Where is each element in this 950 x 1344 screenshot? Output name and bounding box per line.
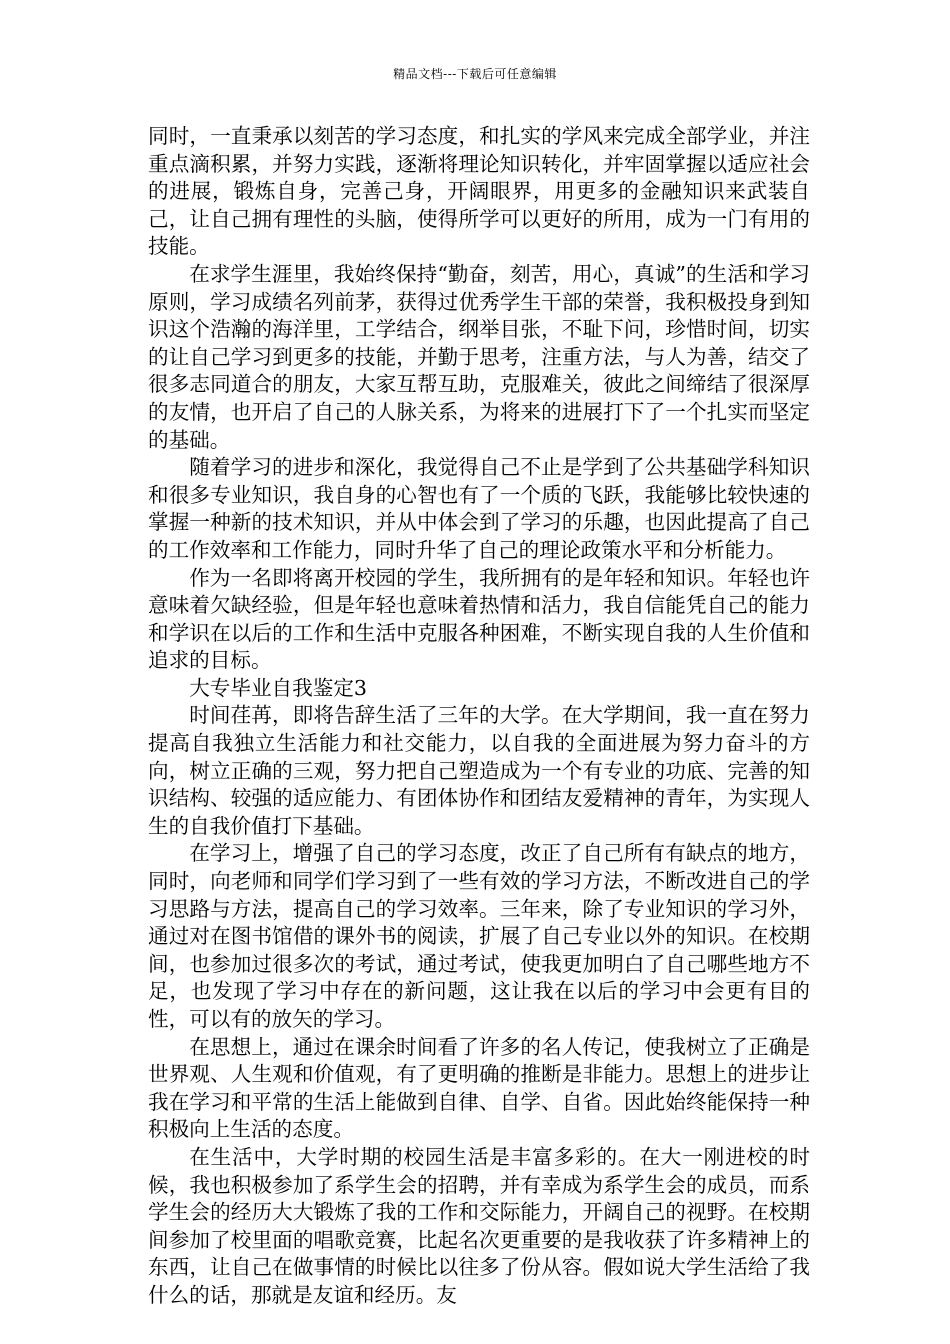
section-heading: 大专毕业自我鉴定3 — [189, 675, 368, 700]
paragraph-study-career: 在求学生涯里，我始终保持“勤奋，刻苦，用心，真诚”的生活和学习原则，学习成绩名列前茅，获得过优秀学生干部的荣誉，我积极投身到知识这个浩瀚的海洋里，工学结合，纲举目张，不耻下问，珍惜时间，切实的让自己学习到更多的技能，并勤于思考，注重方法，与人为善，结交了很多志同道合的朋友，大家互帮互助，克服难关，彼此之间缔结了很深厚的友情，也开启了自己的人脉关系，为将来的进展打下了一个扎实而坚定的基础。 — [148, 261, 810, 452]
paragraph-learning-progress: 随着学习的进步和深化，我觉得自己不止是学到了公共基础学科知识和很多专业知识，我自身的心智也有了一个质的飞跃，我能够比较快速的掌握一种新的技术知识，并从中体会到了学习的乐趣，也因此提高了自己的工作效率和工作能力，同时升华了自己的理论政策水平和分析能力。 — [148, 455, 810, 562]
paragraph-life: 在生活中，大学时期的校园生活是丰富多彩的。在大一刚进校的时候，我也积极参加了系学生会的招聘，并有幸成为系学生会的成员，而系学生会的经历大大锻炼了我的工作和交际能力，开阔自己的视野。在校期间参加了校里面的唱歌竞赛，比起名次更重要的是我收获了许多精神上的东西，让自己在做事情的时候比以往多了份从容。假如说大学生活给了我什么的话，那就是友谊和经历。友 — [148, 1144, 810, 1307]
document-body — [148, 123, 810, 1310]
paragraph-graduating-student: 作为一名即将离开校园的学生，我所拥有的是年轻和知识。年轻也许意味着欠缺经验，但是年轻也意味着热情和活力，我自信能凭自己的能力和学识在以后的工作和生活中克服各种困难，不断实现自我的人生价值和追求的目标。 — [148, 565, 810, 673]
paragraph-thought: 在思想上，通过在课余时间看了许多的名人传记，使我树立了正确是世界观、人生观和价值观，有了更明确的推断是非能力。思想上的进步让我在学习和平常的生活上能做到自律、自学、自省。因此始终能保持一种积极向上生活的态度。 — [148, 1034, 810, 1142]
paragraph-study: 在学习上，增强了自己的学习态度，改正了自己所有有缺点的地方，同时，向老师和同学们学习到了一些有效的学习方法，不断改进自己的学习思路与方法，提高自己的学习效率。三年来，除了专业知识的学习外，通过对在图书馆借的课外书的阅读，扩展了自己专业以外的知识。在校期间，也参加过很多次的考试，通过考试，使我更加明白了自己哪些地方不足，也发现了学习中存在的新问题，这让我在以后的学习中会更有目的性，可以有的放矢的学习。 — [148, 841, 810, 1031]
paragraph-time-flies: 时间荏苒，即将告辞生活了三年的大学。在大学期间，我一直在努力提高自我独立生活能力和社交能力，以自我的全面进展为努力奋斗的方向，树立正确的三观，努力把自己塑造成为一个有专业的功底、完善的知识结构、较强的适应能力、有团体协作和团结友爱精神的青年，为实现人生的自我价值打下基础。 — [148, 703, 810, 838]
page-header: 精品文档---下载后可任意编辑 — [393, 67, 557, 81]
paragraph-continuation: 同时，一直秉承以刻苦的学习态度，和扎实的学风来完成全部学业，并注重点滴积累，并努力实践，逐渐将理论知识转化，并牢固掌握以适应社会的进展，锻炼自身，完善己身，开阔眼界，用更多的金融知识来武装自己，让自己拥有理性的头脑，使得所学可以更好的所用，成为一门有用的技能。 — [148, 124, 810, 259]
